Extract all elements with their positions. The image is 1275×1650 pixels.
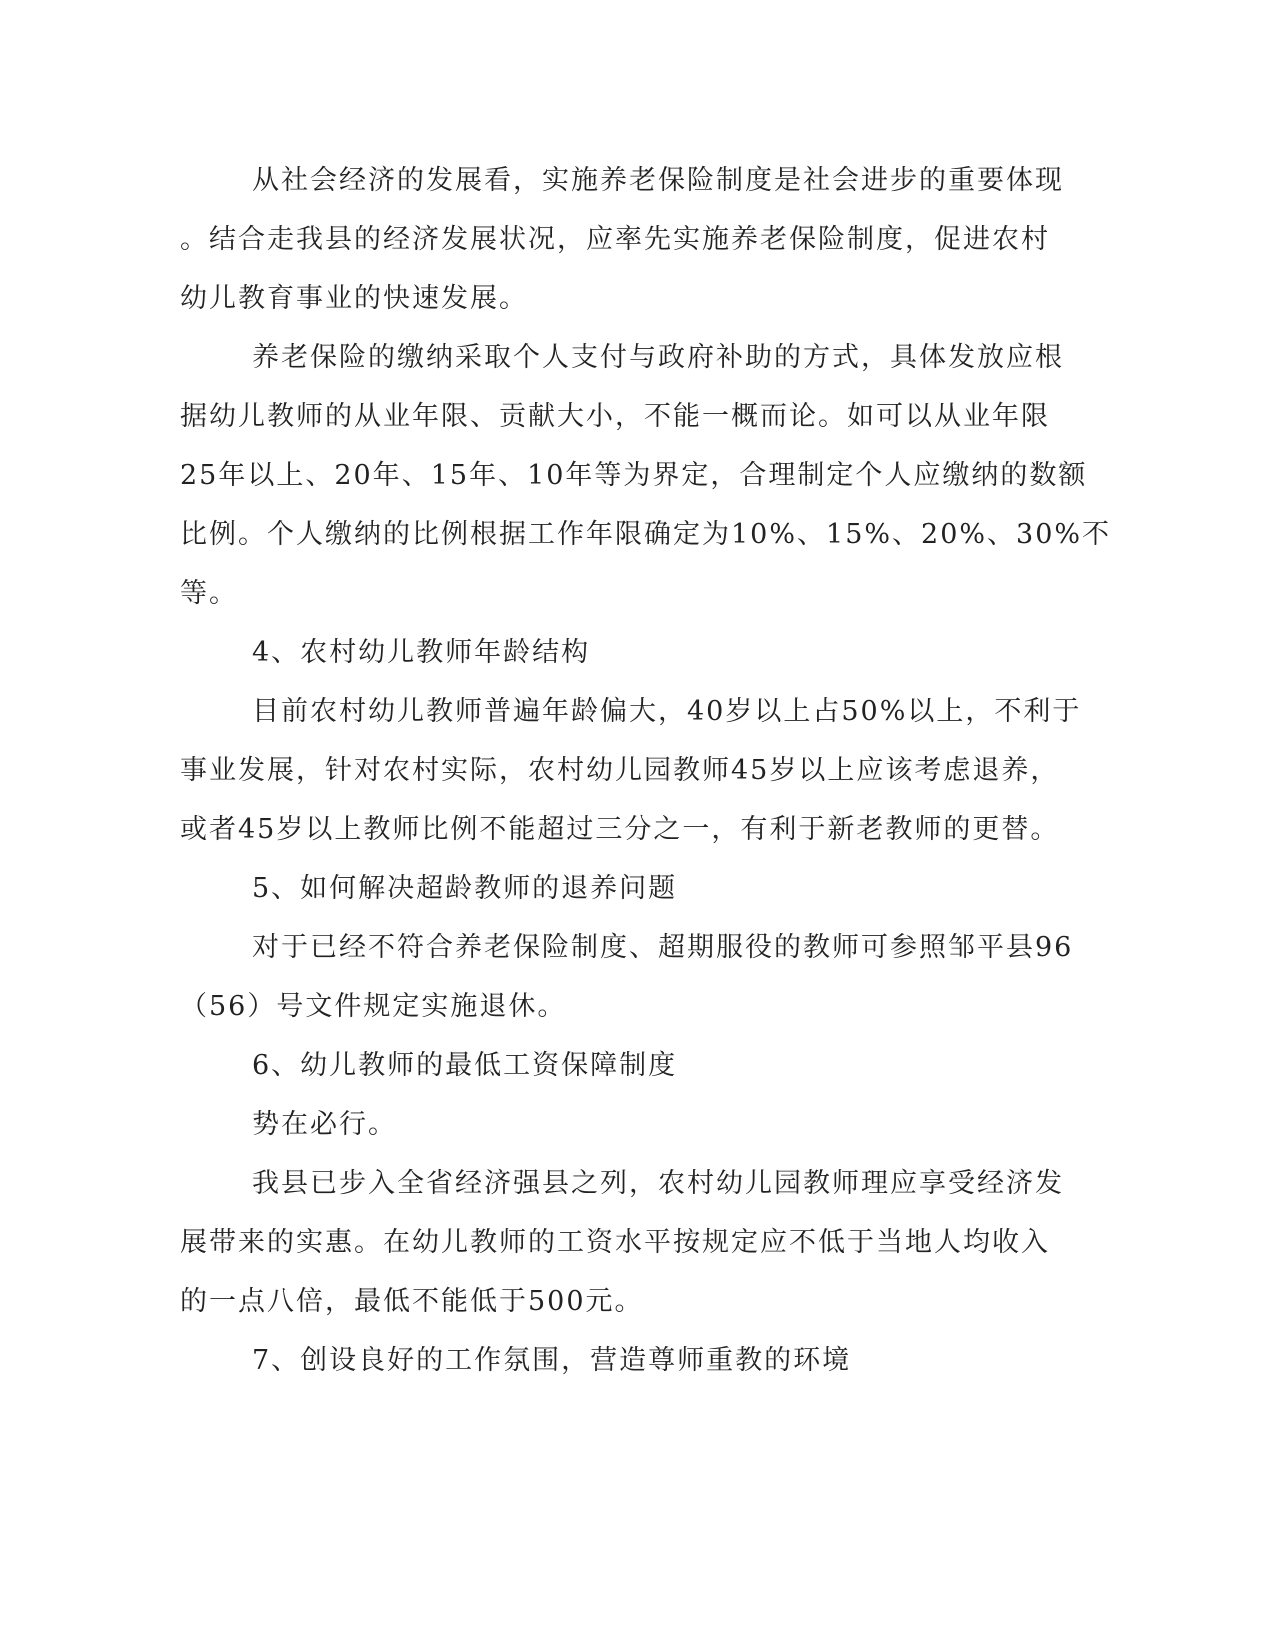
paragraph-line: 据幼儿教师的从业年限、贡献大小，不能一概而论。如可以从业年限 [180, 401, 1050, 432]
paragraph-line: 25年以上、20年、15年、10年等为界定，合理制定个人应缴纳的数额 [180, 460, 1088, 491]
paragraph-line: 。结合走我县的经济发展状况，应率先实施养老保险制度，促进农村 [180, 224, 1050, 255]
section-heading: 7、创设良好的工作氛围，营造尊师重教的环境 [252, 1345, 852, 1376]
section-heading: 4、农村幼儿教师年龄结构 [252, 637, 591, 668]
paragraph-line: 我县已步入全省经济强县之列，农村幼儿园教师理应享受经济发 [252, 1168, 1064, 1199]
paragraph-line: （56）号文件规定实施退休。 [180, 991, 567, 1022]
paragraph-line: 展带来的实惠。在幼儿教师的工资水平按规定应不低于当地人均收入 [180, 1227, 1050, 1258]
paragraph-line: 势在必行。 [252, 1109, 397, 1140]
paragraph-line: 等。 [180, 578, 238, 609]
paragraph-line: 事业发展，针对农村实际，农村幼儿园教师45岁以上应该考虑退养， [180, 755, 1060, 786]
paragraph-line: 目前农村幼儿教师普遍年龄偏大，40岁以上占50%以上，不利于 [252, 696, 1082, 727]
paragraph-line: 对于已经不符合养老保险制度、超期服役的教师可参照邹平县96 [252, 932, 1074, 963]
section-heading: 5、如何解决超龄教师的退养问题 [252, 873, 678, 904]
paragraph-line: 的一点八倍，最低不能低于500元。 [180, 1286, 644, 1317]
paragraph-line: 比例。个人缴纳的比例根据工作年限确定为10%、15%、20%、30%不 [180, 519, 1112, 550]
paragraph-line: 养老保险的缴纳采取个人支付与政府补助的方式，具体发放应根 [252, 342, 1064, 373]
paragraph-line: 或者45岁以上教师比例不能超过三分之一，有利于新老教师的更替。 [180, 814, 1060, 845]
paragraph-line: 幼儿教育事业的快速发展。 [180, 283, 528, 314]
section-heading: 6、幼儿教师的最低工资保障制度 [252, 1050, 678, 1081]
paragraph-line: 从社会经济的发展看，实施养老保险制度是社会进步的重要体现 [252, 165, 1064, 196]
